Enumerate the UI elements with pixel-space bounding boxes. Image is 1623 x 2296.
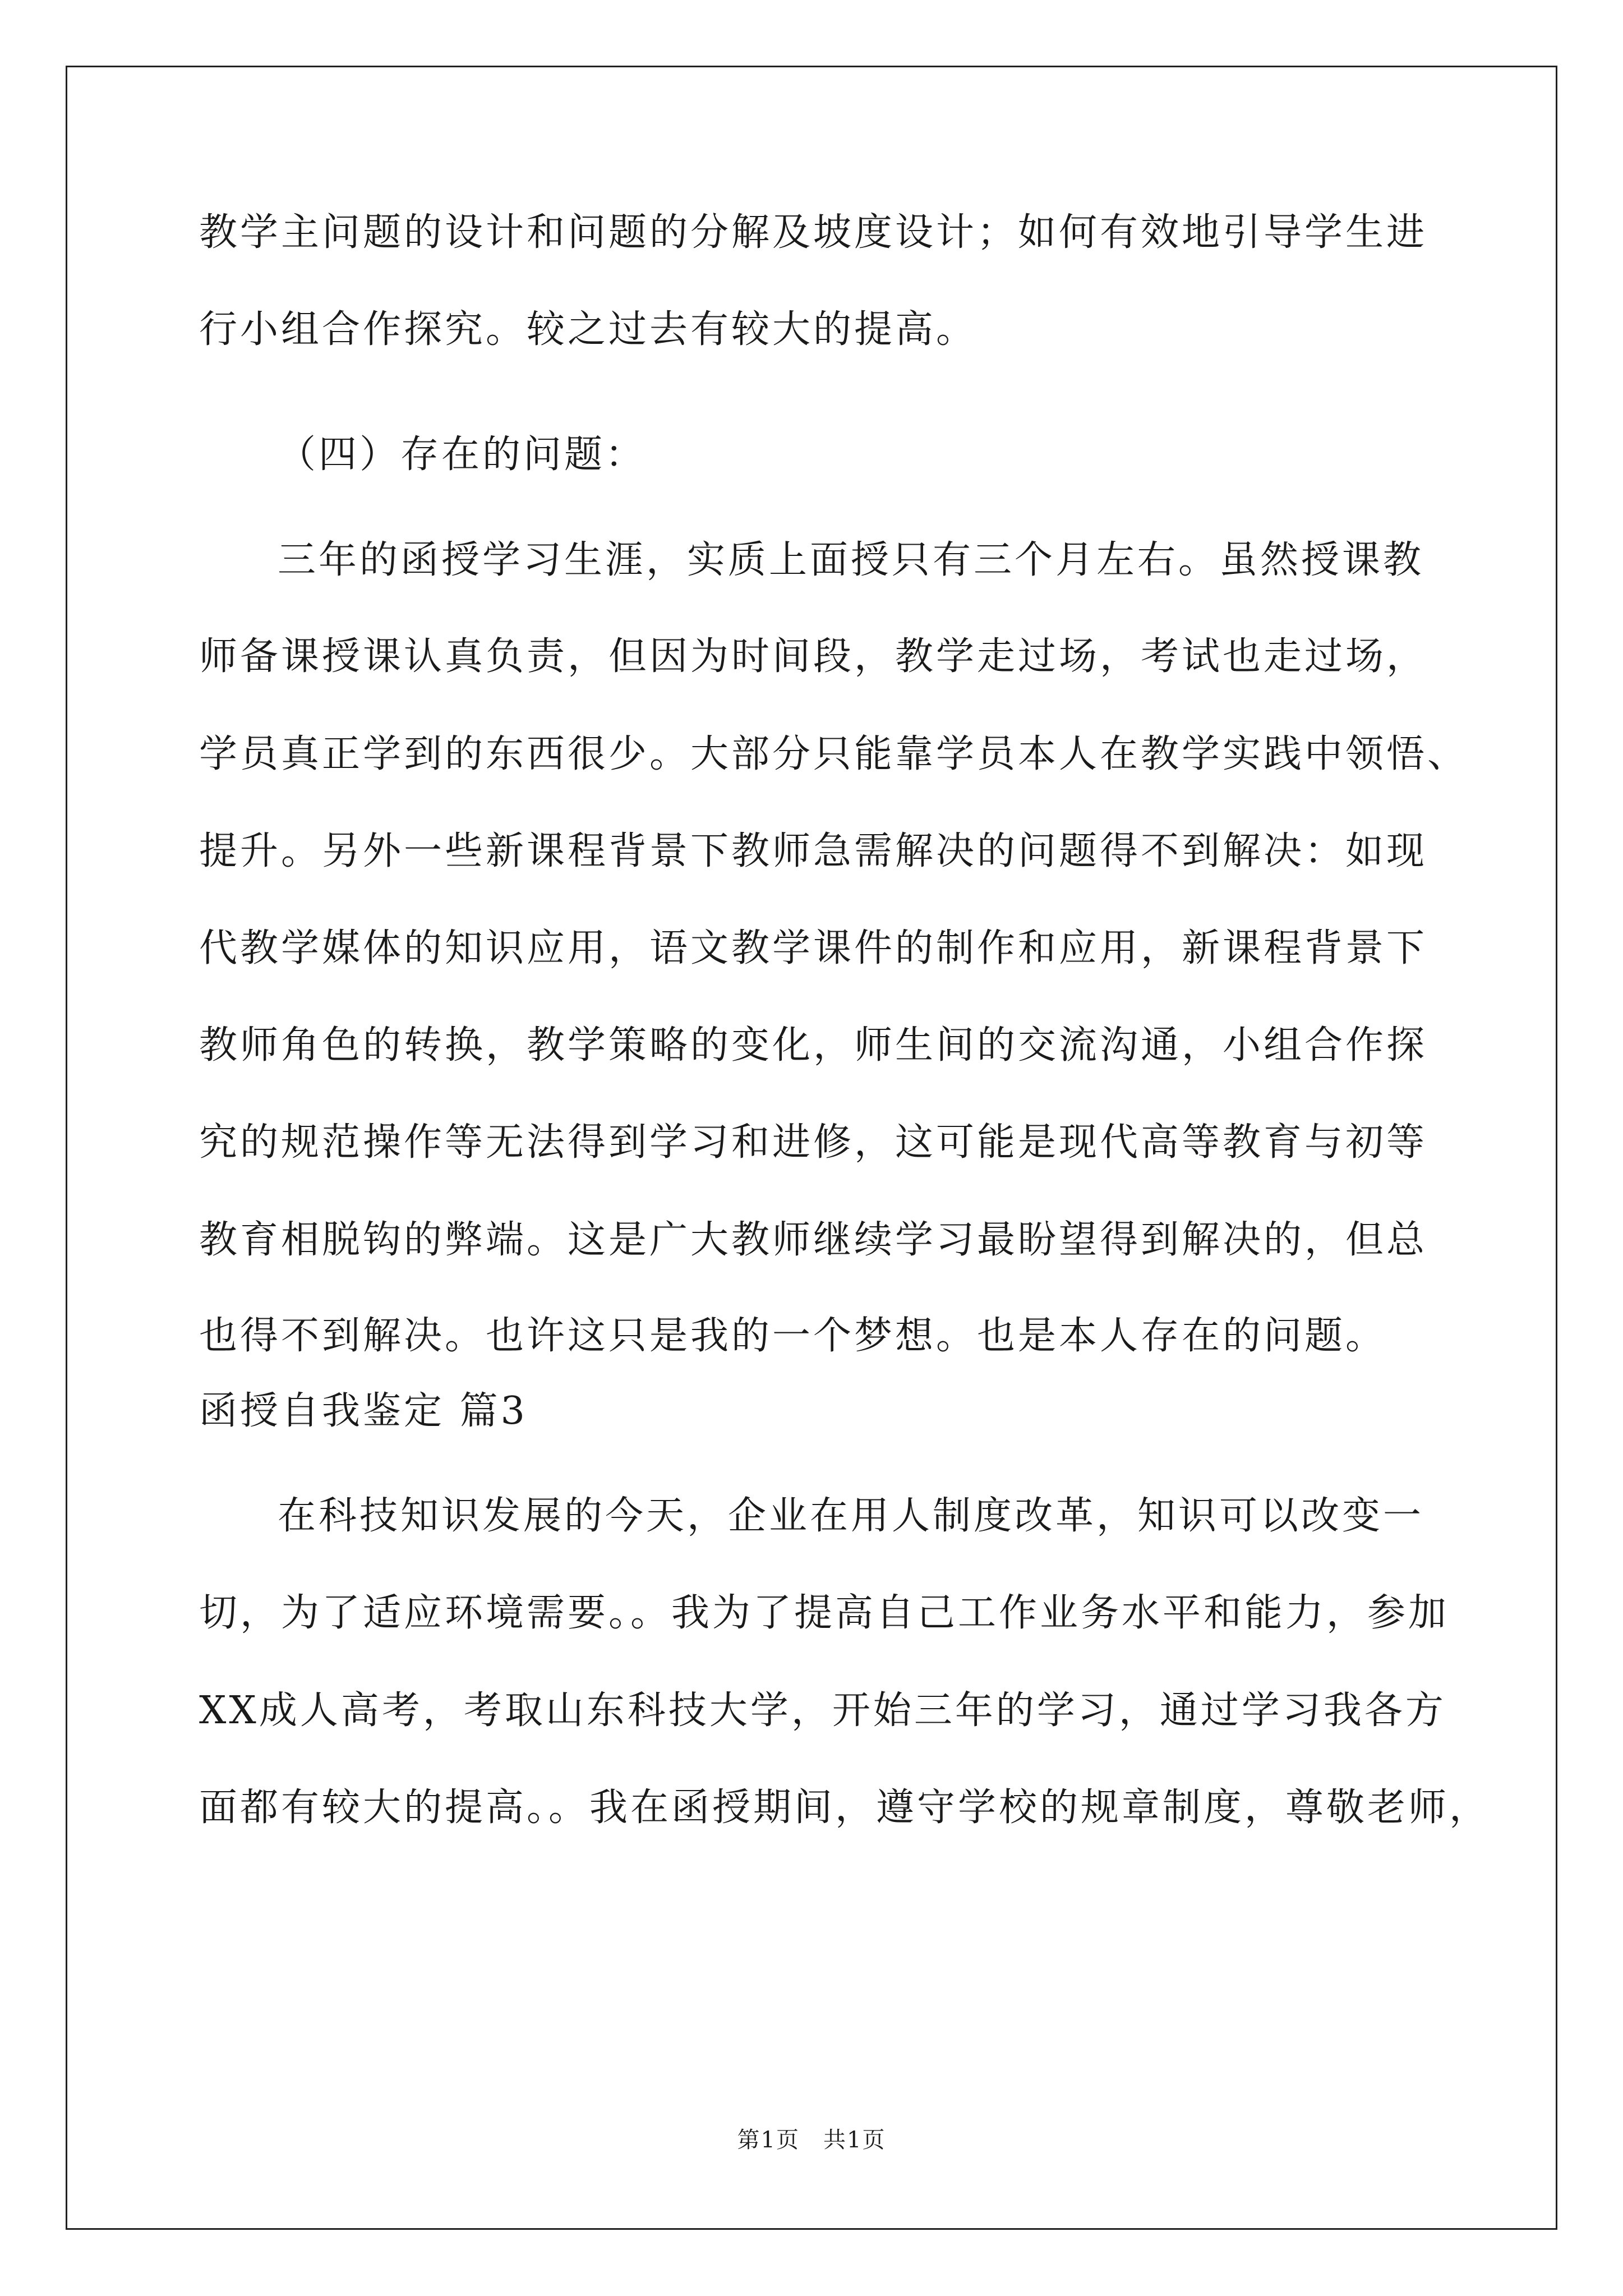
paragraph-line: 在科技知识发展的今天，企业在用人制度改革，知识可以改变一 [278,1494,1424,1538]
paragraph-line: 三年的函授学习生涯，实质上面授只有三个月左右。虽然授课教 [278,538,1424,582]
page-footer: 第1页 共1页 [737,2127,886,2153]
paragraph-line: 代教学媒体的知识应用，语文教学课件的制作和应用，新课程背景下 [199,926,1428,970]
paragraph-line: 学员真正学到的东西很少。大部分只能靠学员本人在教学实践中领悟、 [199,732,1469,776]
paragraph-line: 师备课授课认真负责，但因为时间段，教学走过场，考试也走过场， [199,634,1428,679]
paragraph-line: 行小组合作探究。较之过去有较大的提高。 [199,307,978,352]
paragraph-line: 教学主问题的设计和问题的分解及坡度设计；如何有效地引导学生进 [199,210,1428,255]
paragraph-line: 教师角色的转换，教学策略的变化，师生间的交流沟通，小组合作探 [199,1023,1428,1068]
paragraph-line: 究的规范操作等无法得到学习和进修，这可能是现代高等教育与初等 [199,1120,1428,1165]
paragraph-line: 教育相脱钩的弊端。这是广大教师继续学习最盼望得到解决的，但总 [199,1218,1428,1262]
paragraph-line: 也得不到解决。也许这只是我的一个梦想。也是本人存在的问题。 [199,1314,1387,1358]
section-heading: 函授自我鉴定 篇3 [199,1389,528,1433]
paragraph-line: 切，为了适应环境需要。。我为了提高自己工作业务水平和能力，参加 [199,1591,1450,1635]
paragraph-line: 提升。另外一些新课程背景下教师急需解决的问题得不到解决：如现 [199,829,1428,873]
section-subheading: （四）存在的问题： [278,432,647,477]
paragraph-line: XX成人高考，考取山东科技大学，开始三年的学习，通过学习我各方 [199,1688,1446,1733]
paragraph-line: 面都有较大的提高。。我在函授期间，遵守学校的规章制度，尊敬老师， [199,1786,1491,1830]
